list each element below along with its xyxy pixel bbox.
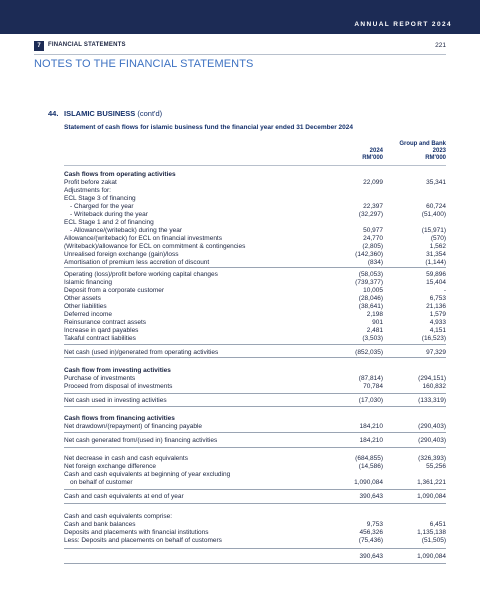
- value-2024: 184,210: [359, 437, 383, 444]
- row-label: Net cash (used in)/generated from operating activities: [64, 349, 219, 356]
- row-label: Unrealised foreign exchange (gain)/loss: [64, 251, 179, 258]
- column-year-2024: 2024: [369, 148, 383, 154]
- value-2024: (87,814): [358, 375, 383, 382]
- value-2023: (1,144): [425, 259, 446, 266]
- table-rule: [64, 406, 446, 407]
- table-rule: [64, 563, 446, 564]
- row-label: Cash and cash equivalents at beginning of year excluding: [64, 471, 231, 478]
- value-2023: (51,400): [421, 211, 446, 218]
- value-2023: 160,832: [422, 383, 446, 390]
- value-2024: 390,643: [359, 553, 383, 560]
- row-label: Net decrease in cash and cash equivalents: [64, 455, 188, 462]
- header-divider: [34, 54, 446, 55]
- table-row: [64, 348, 446, 357]
- value-2024: 1,090,084: [354, 479, 383, 486]
- row-label: Reinsurance contract assets: [64, 319, 147, 326]
- value-2023: 1,135,138: [417, 529, 446, 536]
- value-2023: 1,562: [429, 243, 446, 250]
- row-label: Net cash used in investing activities: [64, 397, 167, 404]
- row-label: Cash and cash equivalents comprise:: [64, 513, 173, 520]
- table-top-rule: [64, 165, 446, 166]
- value-2023: (15,971): [421, 227, 446, 234]
- row-label: Net drawdown/(repayment) of financing payable: [64, 423, 203, 430]
- row-label: Cash flows from operating activities: [64, 171, 176, 178]
- value-2024: (142,360): [355, 251, 383, 258]
- value-2024: (2,805): [362, 243, 383, 250]
- value-2023: (290,403): [418, 423, 446, 430]
- row-label: ECL Stage 1 and 2 of financing: [64, 219, 154, 226]
- row-label: (Writeback)/allowance for ECL on commitment & contingencies: [64, 243, 246, 250]
- value-2024: 390,643: [359, 493, 383, 500]
- row-label: Other assets: [64, 295, 101, 302]
- value-2023: (294,151): [418, 375, 446, 382]
- table-row: [64, 258, 446, 267]
- statement-title: Statement of cash flows for islamic business fund the financial year ended 31 December 2024: [64, 124, 353, 131]
- row-label: Deferred income: [64, 311, 113, 318]
- column-year-2023: 2023: [432, 148, 446, 154]
- value-2024: 184,210: [359, 423, 383, 430]
- value-2023: 6,451: [429, 521, 446, 528]
- value-2023: (570): [430, 235, 446, 242]
- row-label: Deposit from a corporate customer: [64, 287, 165, 294]
- note-heading: [48, 109, 162, 118]
- row-label: Net foreign exchange difference: [64, 463, 157, 470]
- value-2024: (17,030): [358, 397, 383, 404]
- value-2024: (75,436): [358, 537, 383, 544]
- value-2024: 24,770: [363, 235, 383, 242]
- value-2023: 6,753: [429, 295, 446, 302]
- row-label: Proceed from disposal of investments: [64, 383, 173, 390]
- value-2023: 1,090,084: [417, 493, 446, 500]
- value-2023: 4,933: [429, 319, 446, 326]
- page-number: 221: [435, 42, 446, 49]
- table-rule: [64, 357, 446, 358]
- table-rule: [64, 503, 446, 504]
- section-bar: [34, 40, 446, 52]
- row-label: ECL Stage 3 of financing: [64, 195, 136, 202]
- table-rule: [64, 548, 446, 549]
- value-2023: 1,579: [429, 311, 446, 318]
- value-2023: -: [443, 287, 446, 294]
- value-2024: 2,198: [366, 311, 383, 318]
- row-label: Cash flow from investing activities: [64, 367, 171, 374]
- page-title: NOTES TO THE FINANCIAL STATEMENTS: [34, 58, 254, 70]
- value-2023: 4,151: [429, 327, 446, 334]
- value-2023: 59,896: [426, 271, 446, 278]
- note-title: ISLAMIC BUSINESS: [64, 109, 136, 118]
- column-group-label: Group and Bank: [399, 141, 446, 147]
- table-rule: [64, 489, 446, 490]
- row-label: Net cash generated from/(used in) financing activities: [64, 437, 218, 444]
- annual-report-label: ANNUAL REPORT 2024: [354, 21, 452, 28]
- value-2024: (32,297): [358, 211, 383, 218]
- value-2023: 60,724: [426, 203, 446, 210]
- row-label: Cash flows from financing activities: [64, 415, 175, 422]
- value-2024: 10,005: [363, 287, 383, 294]
- value-2023: 31,354: [426, 251, 446, 258]
- row-label: Increase in qard payables: [64, 327, 139, 334]
- row-label: - Writeback during the year: [70, 211, 148, 218]
- table-row: [64, 552, 446, 561]
- table-row: [64, 334, 446, 343]
- table-rule: [64, 344, 446, 345]
- value-2024: (14,586): [358, 463, 383, 470]
- note-number: 44.: [48, 109, 59, 118]
- row-label: Cash and cash equivalents at end of year: [64, 493, 184, 500]
- row-label: Operating (loss)/profit before working capital changes: [64, 271, 218, 278]
- value-2024: (28,046): [358, 295, 383, 302]
- table-row: [64, 382, 446, 391]
- row-label: Allowance/(writeback) for ECL on financial investments: [64, 235, 222, 242]
- table-row: [64, 422, 446, 431]
- value-2023: (290,403): [418, 437, 446, 444]
- row-label: Adjustments for:: [64, 187, 111, 194]
- value-2024: 9,753: [366, 521, 383, 528]
- row-label: Deposits and placements with financial institutions: [64, 529, 209, 536]
- row-label: on behalf of customer: [70, 479, 133, 486]
- table-row: [64, 396, 446, 405]
- row-label: Islamic financing: [64, 279, 113, 286]
- value-2023: 15,404: [426, 279, 446, 286]
- value-2024: 22,099: [363, 179, 383, 186]
- table-row: [64, 436, 446, 445]
- value-2023: 55,256: [426, 463, 446, 470]
- column-unit-2023: RM'000: [425, 155, 446, 161]
- row-label: Amortisation of premium less accretion of discount: [64, 259, 210, 266]
- row-label: Purchase of investments: [64, 375, 136, 382]
- table-rule: [64, 432, 446, 433]
- value-2024: 901: [372, 319, 383, 326]
- value-2024: 2,481: [366, 327, 383, 334]
- table-row: [64, 536, 446, 545]
- value-2023: 35,341: [426, 179, 446, 186]
- section-number: 7: [34, 41, 44, 51]
- column-unit-2024: RM'000: [362, 155, 383, 161]
- value-2024: (58,053): [358, 271, 383, 278]
- row-label: Other liabilities: [64, 303, 107, 310]
- value-2024: 22,397: [363, 203, 383, 210]
- value-2024: (834): [367, 259, 383, 266]
- value-2024: 70,784: [363, 383, 383, 390]
- value-2024: 456,326: [359, 529, 383, 536]
- value-2024: 50,977: [363, 227, 383, 234]
- value-2023: 1,090,084: [417, 553, 446, 560]
- table-rule: [64, 267, 446, 268]
- value-2023: (16,523): [421, 335, 446, 342]
- value-2024: (38,641): [358, 303, 383, 310]
- value-2023: 1,361,221: [417, 479, 446, 486]
- table-row: [64, 492, 446, 501]
- row-label: Takaful contract liabilities: [64, 335, 136, 342]
- header-band: [0, 0, 480, 34]
- table-row: [64, 478, 446, 487]
- value-2023: (133,319): [418, 397, 446, 404]
- row-label: - Allowance/(writeback) during the year: [70, 227, 182, 234]
- value-2023: 97,329: [426, 349, 446, 356]
- note-suffix: (cont'd): [135, 109, 163, 118]
- row-label: Less: Deposits and placements on behalf of customers: [64, 537, 222, 544]
- table-rule: [64, 447, 446, 448]
- row-label: - Charged for the year: [70, 203, 134, 210]
- value-2023: (326,393): [418, 455, 446, 462]
- section-title: FINANCIAL STATEMENTS: [48, 42, 126, 48]
- value-2024: (3,503): [362, 335, 383, 342]
- value-2024: (739,377): [355, 279, 383, 286]
- value-2024: (852,035): [355, 349, 383, 356]
- table-rule: [64, 393, 446, 394]
- value-2023: 21,136: [426, 303, 446, 310]
- value-2024: (684,855): [355, 455, 383, 462]
- row-label: Cash and bank balances: [64, 521, 136, 528]
- row-label: Profit before zakat: [64, 179, 117, 186]
- value-2023: (51,505): [421, 537, 446, 544]
